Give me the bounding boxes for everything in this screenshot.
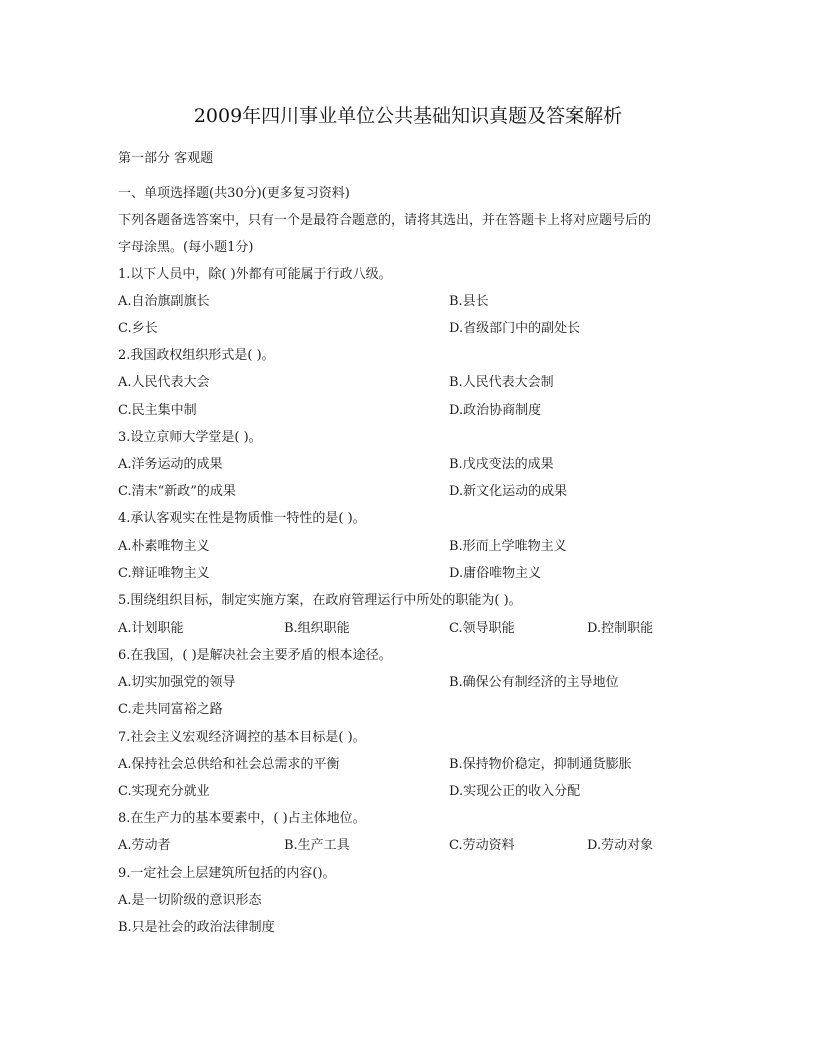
option-3a: A.洋务运动的成果 (118, 457, 223, 472)
option-8c: C.劳动资料 (449, 838, 515, 853)
option-2b: B.人民代表大会制 (449, 375, 554, 390)
option-2d: D.政治协商制度 (449, 403, 542, 418)
option-7b: B.保持物价稳定，抑制通货膨胀 (449, 757, 632, 772)
option-6b: B.确保公有制经济的主导地位 (449, 675, 619, 690)
option-2a: A.人民代表大会 (118, 375, 210, 390)
question-stem-5: 5.围绕组织目标，制定实施方案，在政府管理运行中所处的职能为( )。 (118, 593, 522, 608)
option-8d: D.劳动对象 (587, 838, 654, 853)
option-4b: B.形而上学唯物主义 (449, 539, 567, 554)
question-stem-9: 9.一定社会上层建筑所包括的内容()。 (118, 866, 336, 881)
option-7a: A.保持社会总供给和社会总需求的平衡 (118, 757, 340, 772)
option-5b: B.组织职能 (284, 621, 350, 636)
option-3c: C.清末“新政”的成果 (118, 484, 236, 499)
question-stem-7: 7.社会主义宏观经济调控的基本目标是( )。 (118, 730, 366, 745)
option-5d: D.控制职能 (587, 621, 654, 636)
section-instruction-line-1: 下列各题备选答案中，只有一个是最符合题意的，请将其选出，并在答题卡上将对应题号后的 (118, 213, 652, 228)
option-6c: C.走共同富裕之路 (118, 702, 223, 717)
option-9a: A.是一切阶级的意识形态 (118, 893, 262, 908)
option-5a: A.计划职能 (118, 621, 184, 636)
option-8b: B.生产工具 (284, 838, 350, 853)
option-4d: D.庸俗唯物主义 (449, 566, 542, 581)
question-stem-8: 8.在生产力的基本要素中，( )占主体地位。 (118, 811, 366, 826)
option-5c: C.领导职能 (449, 621, 515, 636)
option-9b: B.只是社会的政治法律制度 (118, 920, 275, 935)
option-3b: B.戊戌变法的成果 (449, 457, 554, 472)
option-6a: A.切实加强党的领导 (118, 675, 236, 690)
option-7d: D.实现公正的收入分配 (449, 784, 581, 799)
question-stem-4: 4.承认客观实在性是物质惟一特性的是( )。 (118, 511, 366, 526)
option-1b: B.县长 (449, 294, 489, 309)
section-heading: 一、单项选择题(共30分)(更多复习资料) (118, 186, 350, 201)
section-instruction-line-2: 字母涂黑。(每小题1分) (118, 240, 254, 255)
question-stem-2: 2.我国政权组织形式是( )。 (118, 348, 275, 363)
option-4c: C.辩证唯物主义 (118, 566, 210, 581)
option-8a: A.劳动者 (118, 838, 171, 853)
option-7c: C.实现充分就业 (118, 784, 210, 799)
option-1a: A.自治旗副旗长 (118, 294, 210, 309)
question-stem-1: 1.以下人员中，除( )外都有可能属于行政八级。 (118, 267, 392, 282)
option-2c: C.民主集中制 (118, 403, 197, 418)
option-1d: D.省级部门中的副处长 (449, 321, 581, 336)
option-1c: C.乡长 (118, 321, 158, 336)
option-4a: A.朴素唯物主义 (118, 539, 210, 554)
document-title: 2009年四川事业单位公共基础知识真题及答案解析 (193, 105, 623, 127)
question-stem-6: 6.在我国，( )是解决社会主要矛盾的根本途径。 (118, 648, 392, 663)
part-heading: 第一部分 客观题 (118, 151, 214, 166)
question-stem-3: 3.设立京师大学堂是( )。 (118, 430, 262, 445)
option-3d: D.新文化运动的成果 (449, 484, 568, 499)
